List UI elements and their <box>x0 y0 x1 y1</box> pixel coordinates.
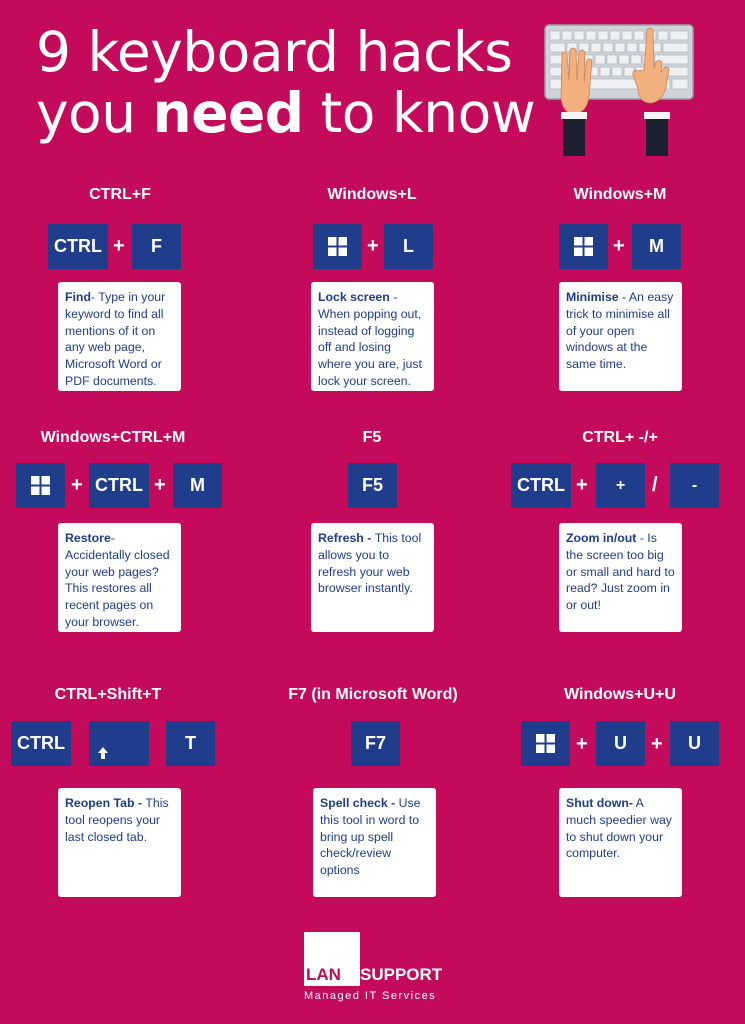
key-f: F <box>132 224 181 269</box>
keyboard-hands-illustration <box>544 24 694 158</box>
key-plus: + <box>596 463 645 508</box>
card-term: Spell check - <box>320 796 399 810</box>
title-line-2 <box>36 83 535 144</box>
slash-sign: / <box>652 474 658 496</box>
key-ctrl: CTRL <box>89 463 149 508</box>
card-term: Minimise <box>566 290 619 304</box>
hack-header-windows-ctrl-m: Windows+CTRL+M <box>40 429 186 446</box>
card-description: - Type in your keyword to find all mentions of it on any web page, Microsoft Word or PDF documents. <box>65 290 166 388</box>
card-term: Shut down- <box>566 796 633 810</box>
card-term: Restore <box>65 531 111 545</box>
hack-card-shut-down <box>559 788 682 897</box>
hack-card-find <box>58 282 181 391</box>
hack-header-f7: F7 (in Microsoft Word) <box>288 686 458 703</box>
key-u: U <box>596 721 645 766</box>
hack-header-windows-l: Windows+L <box>327 186 417 203</box>
key-ctrl: CTRL <box>48 224 108 269</box>
key-f7: F7 <box>351 721 400 766</box>
plus-sign: + <box>613 235 625 257</box>
plus-sign: + <box>71 474 83 496</box>
card-term: Refresh - <box>318 531 375 545</box>
windows-logo-icon <box>574 237 593 256</box>
card-description: This tool allows you to refresh your web browser instantly. <box>318 531 422 596</box>
key-windows <box>521 721 570 766</box>
hack-header-ctrl-f: CTRL+F <box>89 186 151 203</box>
hack-card-lock-screen <box>311 282 434 391</box>
windows-logo-icon <box>536 734 555 753</box>
plus-sign: + <box>576 474 588 496</box>
title-line-1: 9 keyboard hacks <box>36 20 513 84</box>
plus-sign: + <box>113 235 125 257</box>
card-description: - Is the screen too big or small and hard to read? Just zoom in or out! <box>566 531 675 613</box>
key-t: T <box>166 721 215 766</box>
card-term: Zoom in/out <box>566 531 637 545</box>
logo-support-text: SUPPORT <box>360 965 443 984</box>
title-line-2-post: to know <box>303 81 536 145</box>
logo-lan-text: LAN <box>306 965 341 984</box>
key-ctrl: CTRL <box>511 463 571 508</box>
key-l: L <box>384 224 433 269</box>
key-u: U <box>670 721 719 766</box>
card-description: - When popping out, instead of logging off and losing where you are, just lock your screen. <box>318 290 422 388</box>
key-m: M <box>632 224 681 269</box>
key-windows <box>559 224 608 269</box>
plus-sign: + <box>651 733 663 755</box>
title-line-2-pre: you <box>36 81 153 145</box>
card-description: - Accidentally closed your web pages? This restores all recent pages on your browser. <box>65 531 170 629</box>
hack-header-f5: F5 <box>362 429 382 446</box>
hack-card-reopen-tab <box>58 788 181 897</box>
hack-card-restore <box>58 523 181 632</box>
page-title <box>36 22 535 144</box>
hack-header-windows-u-u: Windows+U+U <box>564 686 676 703</box>
hack-card-spell-check <box>313 788 436 897</box>
card-description: - An easy trick to minimise all of your open windows at the same time. <box>566 290 674 372</box>
card-term: Reopen Tab - <box>65 796 146 810</box>
title-emphasis: need <box>152 81 304 145</box>
hack-header-ctrl-shift-t: CTRL+Shift+T <box>54 686 162 703</box>
logo-tagline: Managed IT Services <box>304 990 437 1002</box>
hack-card-minimise <box>559 282 682 391</box>
plus-sign: + <box>154 474 166 496</box>
hack-card-zoom <box>559 523 682 632</box>
key-minus: - <box>670 463 719 508</box>
hack-header-windows-m: Windows+M <box>573 186 667 203</box>
key-m: M <box>173 463 222 508</box>
hack-header-ctrl-zoom: CTRL+ -/+ <box>582 429 658 446</box>
card-description: Use this tool in word to bring up spell check/review options <box>320 796 421 878</box>
plus-sign: + <box>576 733 588 755</box>
key-ctrl: CTRL <box>11 721 71 766</box>
windows-logo-icon <box>31 476 50 495</box>
card-description: A much speedier way to shut down your computer. <box>566 796 672 861</box>
windows-logo-icon <box>328 237 347 256</box>
card-term: Find <box>65 290 91 304</box>
shift-arrow-icon <box>97 746 109 760</box>
hack-card-refresh <box>311 523 434 632</box>
key-f5: F5 <box>348 463 397 508</box>
card-term: Lock screen <box>318 290 390 304</box>
key-shift <box>89 721 149 766</box>
card-description: This tool reopens your last closed tab. <box>65 796 169 844</box>
key-windows <box>16 463 65 508</box>
key-windows <box>313 224 362 269</box>
plus-sign: + <box>367 235 379 257</box>
